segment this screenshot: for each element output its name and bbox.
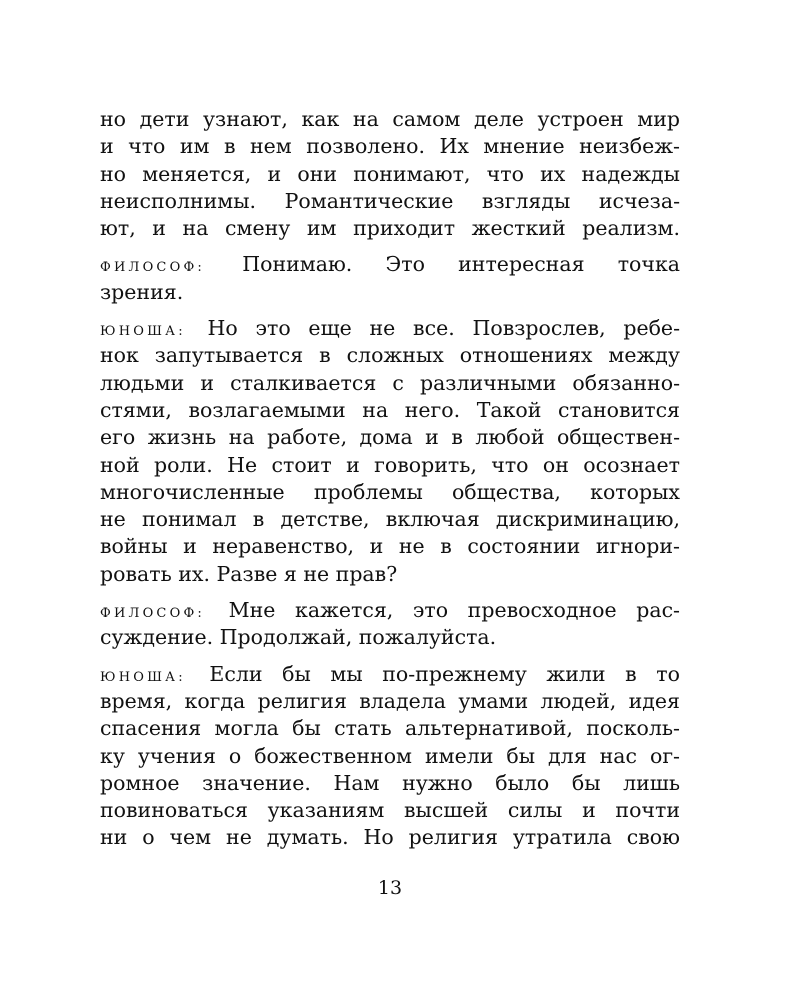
text-line: повиноваться указаниям высшей силы и почти [100, 798, 680, 823]
speaker-label: ЮНОША: [100, 669, 186, 685]
text-line: многочисленные проблемы общества, которых [100, 479, 680, 504]
text-line: ромное значение. Нам нужно было бы лишь [100, 770, 680, 795]
text-line [100, 315, 680, 342]
text-line: ют, и на смену им приходит жесткий реализм. [100, 216, 680, 241]
speaker-label: ЮНОША: [100, 324, 186, 340]
text-line: стями, возлагаемыми на него. Такой становится [100, 397, 680, 422]
text-line: ни о чем не думать. Но религия утратила свою [100, 825, 680, 850]
text-line [100, 661, 680, 688]
text-line: войны и неравенство, и не в состоянии игнори- [100, 534, 680, 559]
paragraph [100, 597, 680, 652]
paragraph [100, 106, 680, 242]
text-line [100, 597, 680, 624]
text-line: время, когда религия владела умами людей, идея [100, 688, 680, 713]
text-line: спасения могла бы стать альтернативой, посколь- [100, 716, 680, 741]
text-block [100, 106, 680, 852]
line-text: Если бы мы по-прежнему жили в то [209, 661, 680, 686]
speaker-label: ФИЛОСОФ: [100, 260, 206, 276]
paragraph [100, 251, 680, 306]
text-line: ку учения о божественном имели бы для нас ог- [100, 743, 680, 768]
text-line: ровать их. Разве я не прав? [100, 561, 398, 586]
line-text: Понимаю. Это интересная точка [242, 252, 680, 277]
text-line: зрения. [100, 279, 184, 304]
text-line: неисполнимы. Романтические взгляды исчеза- [100, 188, 680, 213]
line-text: Мне кажется, это превосходное рас- [228, 598, 680, 623]
text-line: суждение. Продолжай, пожалуйста. [100, 625, 497, 650]
page-number: 13 [377, 877, 403, 899]
text-line: его жизнь на работе, дома и в любой обществен- [100, 425, 680, 450]
paragraph [100, 315, 680, 588]
text-line: но дети узнают, как на самом деле устроен мир [100, 107, 680, 131]
paragraph [100, 661, 680, 852]
text-line: ной роли. Не стоит и говорить, что он осознает [100, 452, 680, 477]
speaker-label: ФИЛОСОФ: [100, 606, 206, 622]
text-line: не понимал в детстве, включая дискриминацию, [100, 507, 680, 532]
text-line: и что им в нем позволено. Их мнение неизбеж- [100, 134, 680, 159]
text-line [100, 251, 680, 278]
line-text: Но это еще не все. Повзрослев, ребе- [207, 316, 680, 341]
text-line: но меняется, и они понимают, что их надежды [100, 161, 680, 186]
text-line: людьми и сталкивается с различными обязанно- [100, 370, 680, 395]
text-line: нок запутывается в сложных отношениях между [100, 343, 680, 368]
